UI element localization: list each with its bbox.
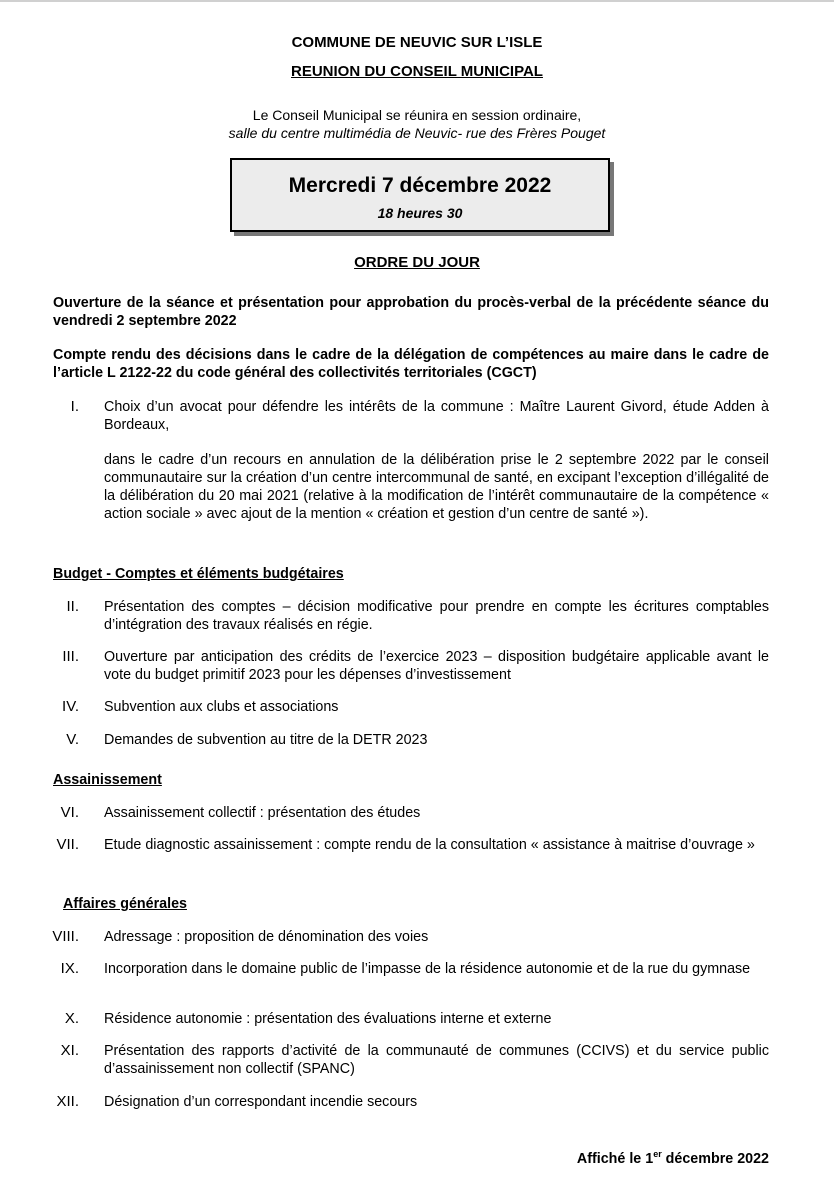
item-text: Présentation des comptes – décision modificative pour prendre en compte les écritures comptables d’intégration des travaux réalisés en régie. xyxy=(104,599,769,633)
item-text: Etude diagnostic assainissement : compte rendu de la consultation « assistance à maitrise d’ouvrage » xyxy=(104,837,755,853)
item-number: VI. xyxy=(60,804,79,821)
posting-date-suffix: décembre 2022 xyxy=(661,1151,769,1167)
item-number: XII. xyxy=(56,1093,79,1110)
item-number: III. xyxy=(62,648,79,665)
section-assainissement: Assainissement xyxy=(53,772,162,788)
item-number: V. xyxy=(66,731,79,748)
item-text: Incorporation dans le domaine public de l’impasse de la résidence autonomie et de la rue du gymnase xyxy=(104,961,751,977)
item-text: Demandes de subvention au titre de la DETR 2023 xyxy=(104,732,428,748)
item-detail-text: dans le cadre d’un recours en annulation de la délibération prise le 2 septembre 2022 par le conseil communautaire sur la création d’un centre intercommunal de santé, en excipant l’exception d’illégalité de la délibération du 20 mai 2021 (relative à la modification de l’intérêt communautaire de la compétence « action sociale » avec ajout de la mention « création et gestion d’un centre de santé »). xyxy=(104,452,769,522)
opening-paragraph: Ouverture de la séance et présentation pour approbation du procès-verbal de la précédente séance du vendredi 2 septembre 2022 xyxy=(53,295,769,329)
meeting-heading: REUNION DU CONSEIL MUNICIPAL xyxy=(291,63,543,80)
section-affaires-generales: Affaires générales xyxy=(63,896,187,912)
agenda-title: ORDRE DU JOUR xyxy=(354,254,480,271)
item-number: IV. xyxy=(62,698,79,715)
item-number: XI. xyxy=(60,1042,79,1059)
meeting-date: Mercredi 7 décembre 2022 xyxy=(288,174,552,197)
report-paragraph: Compte rendu des décisions dans le cadre de la délégation de compétences au maire dans le cadre de l’article L 2122-22 du code général des collectivités territoriales (CGCT) xyxy=(53,347,769,381)
posting-date-prefix: Affiché le 1 xyxy=(576,1151,654,1167)
item-text: Désignation d’un correspondant incendie secours xyxy=(104,1094,418,1110)
item-number: VIII. xyxy=(52,928,79,945)
item-number: VII. xyxy=(56,836,79,853)
item-number: IX. xyxy=(60,960,79,977)
item-text: Résidence autonomie : présentation des évaluations interne et externe xyxy=(104,1011,552,1027)
item-number: II. xyxy=(66,598,79,615)
item-number: X. xyxy=(64,1010,79,1027)
item-text: Assainissement collectif : présentation des études xyxy=(104,805,421,821)
item-text: Subvention aux clubs et associations xyxy=(104,699,339,715)
posting-date xyxy=(577,1151,769,1167)
meeting-time: 18 heures 30 xyxy=(377,205,463,221)
commune-heading: COMMUNE DE NEUVIC SUR L’ISLE xyxy=(291,34,543,51)
item-text: Présentation des rapports d’activité de la communauté de communes (CCIVS) et du service public d’assainissement non collectif (SPANC) xyxy=(104,1043,769,1077)
meeting-date-box xyxy=(230,158,610,232)
item-number: I. xyxy=(70,398,79,415)
section-budget: Budget - Comptes et éléments budgétaires xyxy=(53,566,344,582)
venue-line: salle du centre multimédia de Neuvic- rue des Frères Pouget xyxy=(228,125,606,141)
item-text: Ouverture par anticipation des crédits de l’exercice 2023 – disposition budgétaire applicable avant le vote du budget primitif 2023 pour les dépenses d’investissement xyxy=(104,649,769,683)
posting-date-ordinal: er xyxy=(653,1149,662,1160)
top-border xyxy=(0,0,834,2)
item-text: Adressage : proposition de dénomination des voies xyxy=(104,929,429,945)
item-text: Choix d’un avocat pour défendre les intérêts de la commune : Maître Laurent Givord, étude Adden à Bordeaux, xyxy=(104,399,769,433)
intro-line: Le Conseil Municipal se réunira en session ordinaire, xyxy=(252,107,582,123)
